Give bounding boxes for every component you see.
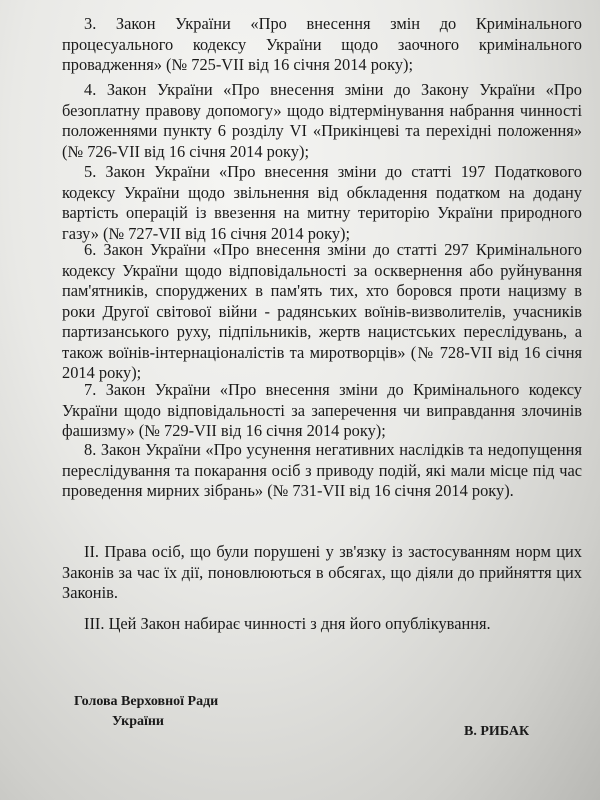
law-item-7: 7. Закон України «Про внесення зміни до Кримінального кодексу України щодо відповідальності за заперечення чи виправдання злочинів фашизму» (№ 729-VII від 16 січня 2014 року);	[62, 380, 582, 440]
law-item-8: 8. Закон України «Про усунення негативних наслідків та недопущення переслідування та покарання осіб з приводу подій, які мали місце під час проведення мирних зібрань» (№ 731-VII від 16 січня 2014 року).	[62, 440, 582, 500]
section-ii: II. Права осіб, що були порушені у зв'язку із застосуванням норм цих Законів за час їх дії, поновлюються в обсягах, що діяли до прийняття цих Законів.	[62, 542, 582, 602]
signatory-title-line1: Голова Верховної Ради	[74, 694, 219, 709]
law-item-6: 6. Закон України «Про внесення зміни до статті 297 Кримінального кодексу України щодо відповідальності за осквернення або руйнування пам'ятників, споруджених в пам'ять тих, хто боровся проти нацизму в роки Другої світової війни - радянських воїнів-визволителів, учасників партизанського руху, підпільників, жертв нацистських переслідувань, а також воїнів-інтернаціоналістів та миротворців» (№ 728-VII від 16 січня 2014 року);	[62, 240, 582, 382]
signatory-name: В. РИБАК	[464, 724, 530, 739]
law-item-4: 4. Закон України «Про внесення зміни до Закону України «Про безоплатну правову допомогу» щодо відтермінування набрання чинності положеннями пункту 6 розділу VI «Прикінцеві та перехідні положення» (№ 726-VII від 16 січня 2014 року);	[62, 80, 582, 161]
law-item-3: 3. Закон України «Про внесення змін до Кримінального процесуального кодексу України щодо заочного кримінального провадження» (№ 725-VII від 16 січня 2014 року);	[62, 14, 582, 74]
signatory-title	[74, 692, 274, 732]
law-item-5: 5. Закон України «Про внесення зміни до статті 197 Податкового кодексу України щодо звільнення від обкладення податком на додану вартість операцій із ввезення на митну територію України природного газу» (№ 727-VII від 16 січня 2014 року);	[62, 162, 582, 243]
signatory-title-line2: України	[112, 714, 165, 729]
section-iii: III. Цей Закон набирає чинності з дня його опублікування.	[84, 614, 491, 633]
